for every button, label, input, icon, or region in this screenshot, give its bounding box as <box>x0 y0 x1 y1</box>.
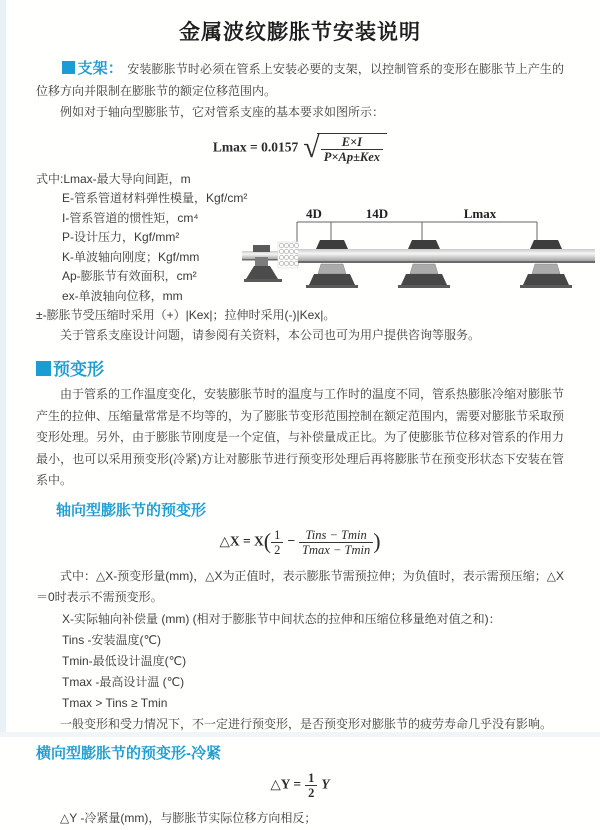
lmax-formula-lhs: Lmax = 0.0157 <box>212 139 299 155</box>
dim-label-4d: 4D <box>306 206 322 221</box>
temperature-line: Tins -安装温度(℃) <box>62 632 162 647</box>
lateral-preform-subheading: 横向型膨胀节的预变形-冷紧 <box>36 745 221 762</box>
right-paren: ) <box>373 528 381 554</box>
axial-preform-subheading: 轴向型膨胀节的预变形 <box>56 501 207 519</box>
definition-line: I-管系管道的惯性矩，cm⁴ <box>62 210 199 225</box>
definition-line: Ap-膨胀节有效面积，cm² <box>62 269 197 283</box>
bellows-expansion-joint <box>278 242 299 268</box>
main-pipe <box>298 249 595 263</box>
lmax-formula-numerator: E×I <box>341 134 363 149</box>
lmax-formula <box>36 133 564 164</box>
temperature-inequality-line: Tmax > Tins ≥ Tmin <box>62 695 168 710</box>
radical-group <box>303 133 387 164</box>
temp-frac-denominator: Tmax − Tmin <box>299 542 373 557</box>
guide-support <box>520 240 572 288</box>
support-example-line: 例如对于轴向型膨胀节，它对管系支座的基本要求如图所示： <box>60 105 385 119</box>
page-edge-tint <box>0 0 6 737</box>
dim-label-14d: 14D <box>365 206 389 221</box>
guide-support <box>306 240 358 288</box>
definitions-and-diagram <box>36 170 564 307</box>
deltay-note-line: △Y -冷紧量(mm)，与膨胀节实际位移方向相反； <box>60 811 317 825</box>
x-definition-line: X-实际轴向补偿量 (mm) (相对于膨胀节中间状态的拉伸和压缩位移量绝对值之和)： <box>62 611 501 626</box>
deltay-formula <box>36 771 564 800</box>
radical-sign: √ <box>303 131 320 164</box>
preform-section-heading: 预变形 <box>36 355 564 380</box>
page-bottom-tint <box>0 732 600 737</box>
section-marker-icon <box>36 361 51 376</box>
deltax-note-paragraph: 式中：△X-预变形量(mm)，△X为正值时，表示膨胀节需预拉伸；为负值时，表示需预压缩；△X＝0时表示不需预变形。 <box>36 568 564 604</box>
temperature-line: Tmax -最高设计温 (℃) <box>62 674 185 689</box>
deltay-formula-rhs: Y <box>321 776 330 792</box>
definition-line: K-单波轴向刚度；Kgf/mm <box>62 249 200 264</box>
lmax-formula-denominator: P×Ap±Kex <box>321 149 383 164</box>
deltax-formula-lhs: △X = X <box>219 533 264 549</box>
definition-line: P-设计压力，Kgf/mm² <box>62 230 180 244</box>
consulting-note-line: 关于管系支座设计问题，请参阅有关资料，本公司也可为用户提供咨询等服务。 <box>60 327 481 342</box>
deltax-formula <box>36 528 564 557</box>
half-numerator: 1 <box>274 527 281 542</box>
section-marker-icon <box>62 61 75 74</box>
half-denominator: 2 <box>271 542 283 557</box>
dim-label-lmax: Lmax <box>463 206 497 221</box>
preform-body-paragraph: 由于管系的工作温度变化，安装膨胀节时的温度与工作时的温度不同，管系热膨胀冷缩对膨胀节产生的拉伸、压缩量常常是不均等的，为了膨胀节变形范围控制在额定范围内，需要对膨胀节采取预变形处理。另外，由于膨胀节刚度是一个定值，与补偿量成正比。为了使膨胀节位移对管系的作用力最小，也可以采用预变形(冷紧)方让对膨胀节进行预变形处理后再将膨胀节在预变形状态下安装在管系中。 <box>36 387 565 487</box>
deltay-formula-lhs: △Y = <box>270 776 302 792</box>
definition-line: E-管系管道材料弹性模量，Kgf/cm² <box>62 191 248 205</box>
minus-operator: − <box>287 533 296 549</box>
left-paren: ( <box>263 528 272 554</box>
guide-support <box>398 240 450 288</box>
support-intro-paragraph <box>36 58 564 102</box>
deltay-half-denominator: 2 <box>305 785 317 800</box>
definition-line: 式中:Lmax-最大导向间距，m <box>36 171 191 186</box>
anchor-support <box>244 245 282 282</box>
page-title: 金属波纹膨胀节安装说明 <box>179 21 421 44</box>
temp-frac-numerator: Tins − Tmin <box>305 527 367 542</box>
deltay-half-numerator: 1 <box>308 771 315 785</box>
kex-sign-rule-line: ±-膨胀节受压缩时采用（+）|Kex|；拉伸时采用(-)|Kex|。 <box>36 308 336 322</box>
pipe-support-diagram <box>240 207 596 303</box>
support-section-label: 支架： <box>62 60 127 77</box>
preform-remark-line: 一般变形和受力情况下，不一定进行预变形，是否预变形对膨胀节的疲劳寿命几乎没有影响。 <box>60 716 553 731</box>
temperature-line: Tmin-最低设计温度(℃) <box>62 653 187 668</box>
definition-line: ex-单波轴向位移，mm <box>62 288 183 303</box>
support-intro-text: 安装膨胀节时必须在管系上安装必要的支架，以控制管系的变形在膨胀节上产生的位移方向并限制在膨胀节的额定位移范围内。 <box>36 62 564 98</box>
